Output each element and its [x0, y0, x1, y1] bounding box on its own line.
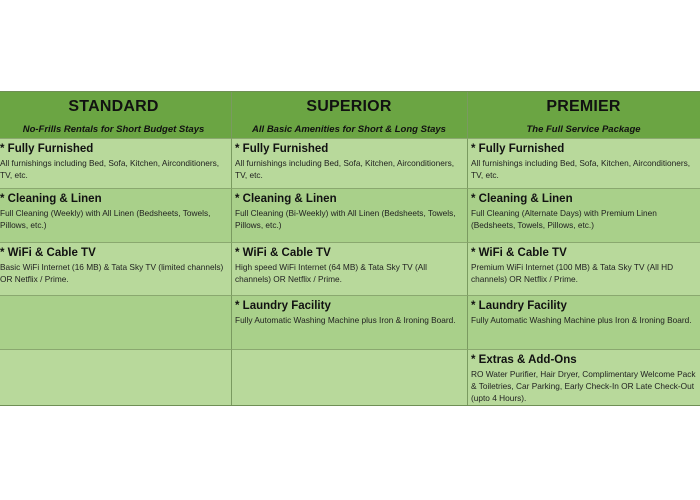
feature-title: * WiFi & Cable TV: [235, 247, 331, 259]
feature-cell: [468, 350, 700, 405]
feature-desc: Full Cleaning (Bi-Weekly) with All Linen (Bedsheets, Towels, Pillows, etc.): [235, 208, 456, 230]
feature-cell-empty: [0, 296, 232, 350]
feature-desc: Basic WiFi Internet (16 MB) & Tata Sky TV (limited channels) OR Netflix / Prime.: [0, 262, 224, 284]
feature-desc: RO Water Purifier, Hair Dryer, Complimentary Welcome Pack & Toiletries, Car Parking, Early Check-In OR Late Check-Out (upto 4 Hours).: [471, 369, 696, 403]
feature-title: * Fully Furnished: [0, 143, 94, 155]
feature-cell: [232, 139, 468, 189]
feature-title: * Laundry Facility: [235, 300, 331, 312]
feature-desc: Full Cleaning (Alternate Days) with Premium Linen (Bedsheets, Towels, Pillows, etc.): [471, 208, 657, 230]
feature-title: * Cleaning & Linen: [471, 193, 573, 205]
plan-header-superior: [232, 92, 468, 139]
plan-tagline: The Full Service Package: [526, 124, 641, 135]
feature-desc: All furnishings including Bed, Sofa, Kitchen, Airconditioners, TV, etc.: [0, 158, 220, 180]
feature-cell-empty: [0, 350, 232, 405]
feature-title: * Cleaning & Linen: [0, 193, 102, 205]
feature-title: * Cleaning & Linen: [235, 193, 337, 205]
plan-header-standard: [0, 92, 232, 139]
feature-cell-empty: [232, 350, 468, 405]
feature-desc: High speed WiFi Internet (64 MB) & Tata Sky TV (All channels) OR Netflix / Prime.: [235, 262, 427, 284]
plan-name: SUPERIOR: [306, 98, 392, 115]
feature-cell: [468, 139, 700, 189]
plan-header-premier: [468, 92, 700, 139]
feature-title: * Fully Furnished: [235, 143, 329, 155]
plan-name: STANDARD: [68, 98, 159, 115]
feature-title: * Extras & Add-Ons: [471, 354, 577, 366]
feature-title: * WiFi & Cable TV: [471, 247, 567, 259]
plan-name: PREMIER: [546, 98, 621, 115]
feature-desc: Premium WiFi Internet (100 MB) & Tata Sky TV (All HD channels) OR Netflix / Prime.: [471, 262, 674, 284]
feature-title: * WiFi & Cable TV: [0, 247, 96, 259]
feature-cell: [232, 189, 468, 243]
feature-desc: All furnishings including Bed, Sofa, Kitchen, Airconditioners, TV, etc.: [471, 158, 691, 180]
pricing-table: [0, 91, 700, 406]
feature-cell: [232, 296, 468, 350]
feature-desc: Fully Automatic Washing Machine plus Iron & Ironing Board.: [471, 315, 692, 325]
feature-cell: [0, 243, 232, 296]
plan-tagline: No-Frills Rentals for Short Budget Stays: [22, 124, 205, 135]
feature-desc: All furnishings including Bed, Sofa, Kitchen, Airconditioners, TV, etc.: [235, 158, 455, 180]
feature-cell: [0, 189, 232, 243]
feature-cell: [232, 243, 468, 296]
plan-tagline: All Basic Amenities for Short & Long Stays: [252, 124, 446, 135]
feature-cell: [468, 296, 700, 350]
feature-cell: [468, 189, 700, 243]
feature-cell: [0, 139, 232, 189]
feature-cell: [468, 243, 700, 296]
feature-title: * Laundry Facility: [471, 300, 567, 312]
feature-desc: Full Cleaning (Weekly) with All Linen (Bedsheets, Towels, Pillows, etc.): [0, 208, 211, 230]
feature-title: * Fully Furnished: [471, 143, 565, 155]
feature-desc: Fully Automatic Washing Machine plus Iron & Ironing Board.: [235, 315, 456, 325]
